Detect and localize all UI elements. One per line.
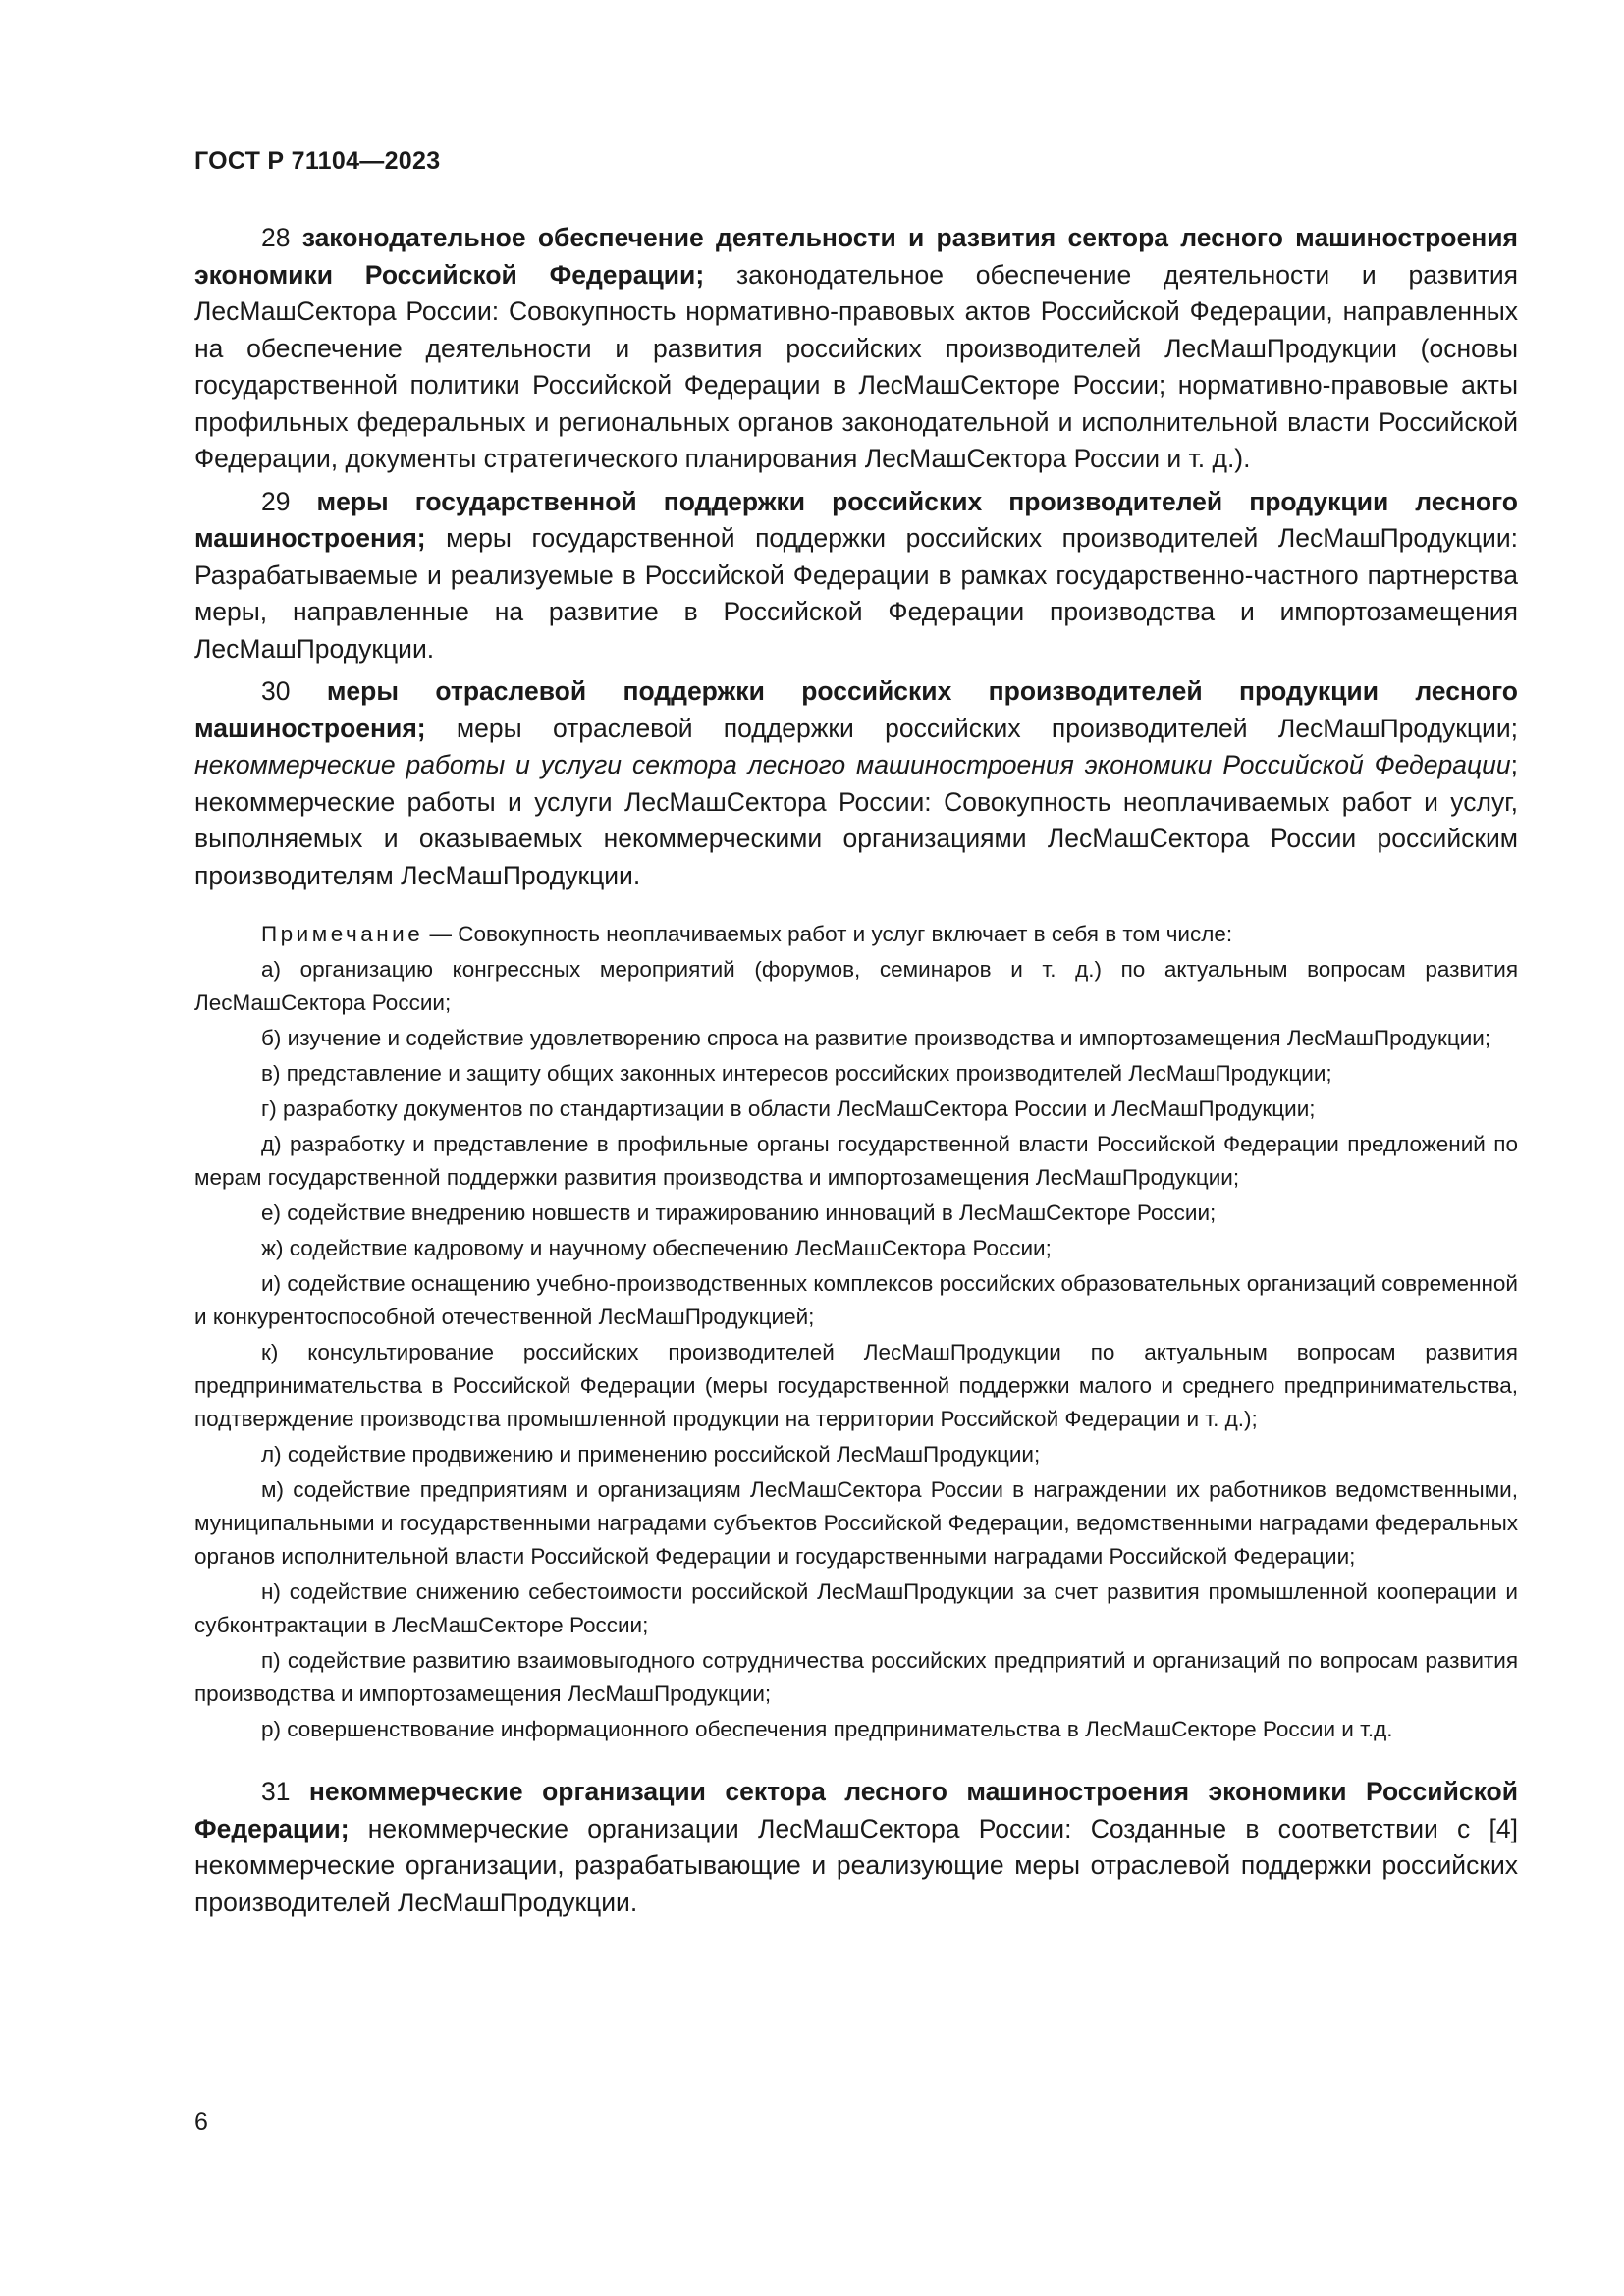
entry-term: меры государственной поддержки российских производителей продукции лесного машиностроения; [194,486,1518,553]
entry-text: меры отраслевой поддержки российских производителей ЛесМашПродукции; [425,713,1518,743]
entry-term: меры отраслевой поддержки российских производителей продукции лесного машиностроения; [194,676,1518,743]
entry-term: некоммерческие организации сектора лесного машиностроения экономики Российской Федерации; [194,1777,1518,1843]
entry-term-alternative: некоммерческие работы и услуги сектора лесного машиностроения экономики Российской Федерации [194,750,1511,779]
note-item: г) разработку документов по стандартизации в области ЛесМашСектора России и ЛесМашПродукции; [261,1096,1316,1121]
note-item: б) изучение и содействие удовлетворению спроса на развитие производства и импортозамещения ЛесМашПродукции; [261,1026,1491,1050]
note-intro [194,918,1518,951]
entry-31 [194,1774,1518,1921]
note-item: м) содействие предприятиям и организациям ЛесМашСектора России в награждении их работников ведомственными, муниципальными и государственными наградами субъектов Российской Федерации, ведомственными наградами федеральных органов исполнительной власти Российской Федерации и государственными наградами Российской Федерации; [194,1477,1518,1569]
note-intro-text: — Совокупность неоплачиваемых работ и услуг включает в себя в том числе: [423,922,1233,946]
entry-text: меры государственной поддержки российских производителей ЛесМашПродукции: Разрабатываемые и реализуемые в Российской Федерации в рамках государственно-частного партнерства меры, направленные на развитие в Российской Федерации производства и импортозамещения ЛесМашПродукции. [194,523,1518,664]
note-item: р) совершенствование информационного обеспечения предпринимательства в ЛесМашСекторе России и т.д. [261,1717,1393,1741]
note-item: и) содействие оснащению учебно-производственных комплексов российских образовательных организаций современной и конкурентоспособной отечественной ЛесМашПродукцией; [194,1271,1518,1329]
page-number: 6 [194,2109,208,2136]
document-body [194,220,1518,1927]
note-item: н) содействие снижению себестоимости российской ЛесМашПродукции за счет развития промышленной кооперации и субконтрактации в ЛесМашСекторе России; [194,1579,1518,1637]
entry-text: ; некоммерческие работы и услуги ЛесМашСектора России: Совокупность неоплачиваемых работ и услуг, выполняемых и оказываемых некоммерческими организациями ЛесМашСектора России российским производителям ЛесМашПродукции. [194,750,1518,890]
entry-number: 30 [261,676,291,706]
note-item: п) содействие развитию взаимовыгодного сотрудничества российских предприятий и организаций по вопросам развития производства и импортозамещения ЛесМашПродукции; [194,1648,1518,1706]
entry-term: законодательное обеспечение деятельности и развития сектора лесного машиностроения экономики Российской Федерации; [194,223,1518,290]
entry-number: 28 [261,223,291,252]
note-item: л) содействие продвижению и применению российской ЛесМашПродукции; [261,1442,1041,1467]
note-item: ж) содействие кадровому и научному обеспечению ЛесМашСектора России; [261,1236,1052,1260]
entry-text: некоммерческие организации ЛесМашСектора России: Созданные в соответствии с [4] некоммерческие организации, разрабатывающие и реализующие меры отраслевой поддержки российских производителей ЛесМашПродукции. [194,1813,1518,1917]
entry-number: 31 [261,1777,291,1806]
entry-number: 29 [261,486,291,516]
entry-text: законодательное обеспечение деятельности и развития ЛесМашСектора России: Совокупность нормативно-правовых актов Российской Федерации, направленных на обеспечение деятельности и развития российских производителей ЛесМашПродукции (основы государственной политики Российской Федерации в ЛесМашСекторе России; нормативно-правовые акты профильных федеральных и региональных органов законодательной и исполнительной власти Российской Федерации, документы стратегического планирования ЛесМашСектора России и т. д.). [194,259,1518,473]
note-item: д) разработку и представление в профильные органы государственной власти Российской Федерации предложений по мерам государственной поддержки развития производства и импортозамещения ЛесМашПродукции; [194,1132,1518,1190]
document-header: ГОСТ Р 71104—2023 [194,147,441,175]
entry-28 [194,220,1518,478]
note-item: а) организацию конгрессных мероприятий (форумов, семинаров и т. д.) по актуальным вопросам развития ЛесМашСектора России; [194,957,1518,1015]
note-item: в) представление и защиту общих законных интересов российских производителей ЛесМашПродукции; [261,1061,1332,1086]
note-label: Примечание [261,922,424,946]
entry-30 [194,673,1518,894]
note-item: е) содействие внедрению новшеств и тиражированию инноваций в ЛесМашСекторе России; [261,1201,1217,1225]
note-block [194,918,1518,1746]
entry-29 [194,484,1518,668]
note-item: к) консультирование российских производителей ЛесМашПродукции по актуальным вопросам развития предпринимательства в Российской Федерации (меры государственной поддержки малого и среднего предпринимательства, подтверждение производства промышленной продукции на территории Российской Федерации и т. д.); [194,1340,1518,1431]
